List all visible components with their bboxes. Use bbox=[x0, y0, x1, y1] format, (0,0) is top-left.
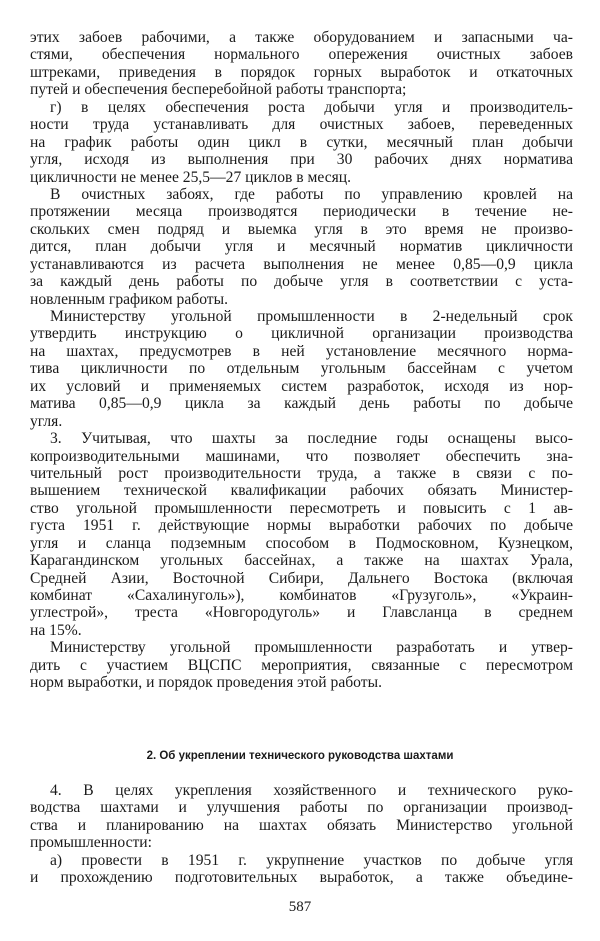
paragraph bbox=[30, 99, 573, 186]
text-line: Средней Азии, Восточной Сибири, Дальнего Востока (включая bbox=[30, 569, 573, 587]
text-line: 4. В целях укрепления хозяйственного и технического руко- bbox=[50, 782, 573, 799]
text-line: утвердить инструкцию о цикличной организации производства bbox=[30, 325, 573, 343]
text-line: густа 1951 г. действующие нормы выработки рабочих по добыче bbox=[30, 517, 573, 535]
paragraph bbox=[30, 29, 573, 99]
text-line: 3. Учитывая, что шахты за последние годы оснащены высо- bbox=[50, 430, 573, 448]
text-line: матива 0,85—0,9 цикла за каждый день работы по добыче bbox=[30, 395, 573, 413]
text-line: ство угольной промышленности пересмотреть и повысить с 1 ав- bbox=[30, 499, 573, 517]
text-line: скольких смен подряд и выемка угля в это время не произво- bbox=[30, 220, 573, 238]
paragraph bbox=[30, 430, 573, 639]
text-line: Карагандинском угольных бассейнах, а также на шахтах Урала, bbox=[30, 552, 573, 570]
text-line: тива цикличности по отдельным угольным бассейнам с учетом bbox=[30, 360, 573, 378]
text-line: вышением технической квалификации рабочих обязать Министер- bbox=[30, 482, 573, 500]
text-line: Министерству угольной промышленности разработать и утвер- bbox=[50, 639, 573, 657]
paragraph bbox=[30, 782, 573, 852]
text-line: г) в целях обеспечения роста добычи угля и производитель- bbox=[50, 98, 573, 116]
text-line: углестрой», треста «Новгородуголь» и Главсланца в среднем bbox=[30, 604, 573, 622]
text-line: устанавливаются из расчета выполнения не менее 0,85—0,9 цикла bbox=[30, 255, 573, 273]
text-line: а) провести в 1951 г. укрупнение участков по добыче угля bbox=[50, 851, 573, 869]
text-line: В очистных забоях, где работы по управлению кровлей на bbox=[50, 185, 573, 203]
text-line: чительный рост производительности труда, а также в связи с по- bbox=[30, 464, 573, 482]
text-line: комбинат «Сахалинуголь»), комбинатов «Грузуголь», «Украин- bbox=[30, 587, 573, 604]
text-line: ности труда устанавливать для очистных забоев, переведенных bbox=[30, 116, 573, 134]
text-line: их условий и применяемых систем разработок, исходя из нор- bbox=[30, 377, 573, 395]
text-line: Министерству угольной промышленности в 2-недельный срок bbox=[50, 308, 573, 325]
paragraph bbox=[30, 852, 573, 887]
text-line: путей и обеспечения бесперебойной работы транспорта; bbox=[30, 81, 407, 99]
text-line: цикличности не менее 25,5—27 циклов в месяц. bbox=[30, 168, 352, 186]
paragraph bbox=[30, 639, 573, 691]
text-line: промышленности: bbox=[30, 834, 152, 852]
text-line: норм выработки, и порядок проведения этой работы. bbox=[30, 674, 382, 692]
text-line: дится, план добычи угля и месячный норматив цикличности bbox=[30, 238, 573, 256]
text-line: на график работы один цикл в сутки, месячный план добычи bbox=[30, 133, 573, 151]
body-text-bottom bbox=[30, 782, 573, 887]
text-line: водства шахтами и улучшения работы по организации производ- bbox=[30, 799, 573, 817]
text-line: протяжении месяца производятся периодически в течение не- bbox=[30, 203, 573, 221]
paragraph bbox=[30, 308, 573, 430]
text-line: этих забоев рабочими, а также оборудованием и запасными ча- bbox=[30, 29, 573, 46]
body-text-top bbox=[30, 29, 573, 692]
paragraph bbox=[30, 186, 573, 308]
text-line: на шахтах, предусмотрев в ней установление месячного норма- bbox=[30, 342, 573, 360]
page-number: 587 bbox=[288, 899, 312, 915]
text-line: стями, обеспечения нормального опережения очистных забоев bbox=[30, 46, 573, 64]
text-line: и прохождению подготовительных выработок, а также объедине- bbox=[30, 869, 573, 887]
section-heading: 2. Об укреплении технического руководства шахтами bbox=[146, 750, 454, 762]
text-line: на 15%. bbox=[30, 621, 82, 639]
text-line: угля, исходя из выполнения при 30 рабочих днях норматива bbox=[30, 151, 573, 169]
text-line: угля. bbox=[30, 412, 63, 430]
text-line: угля и сланца подземным способом в Подмосковном, Кузнецком, bbox=[30, 534, 573, 552]
text-line: штреками, приведения в порядок горных выработок и откаточных bbox=[30, 63, 573, 81]
text-line: за каждый день работы по добыче угля в соответствии с уста- bbox=[30, 273, 573, 291]
text-line: копроизводительными машинами, что позволяет обеспечить зна- bbox=[30, 447, 573, 465]
text-line: ства и планированию на шахтах обязать Министерство угольной bbox=[30, 816, 573, 834]
text-line: дить с участием ВЦСПС мероприятия, связанные с пересмотром bbox=[30, 656, 573, 674]
text-line: новленным графиком работы. bbox=[30, 290, 228, 308]
